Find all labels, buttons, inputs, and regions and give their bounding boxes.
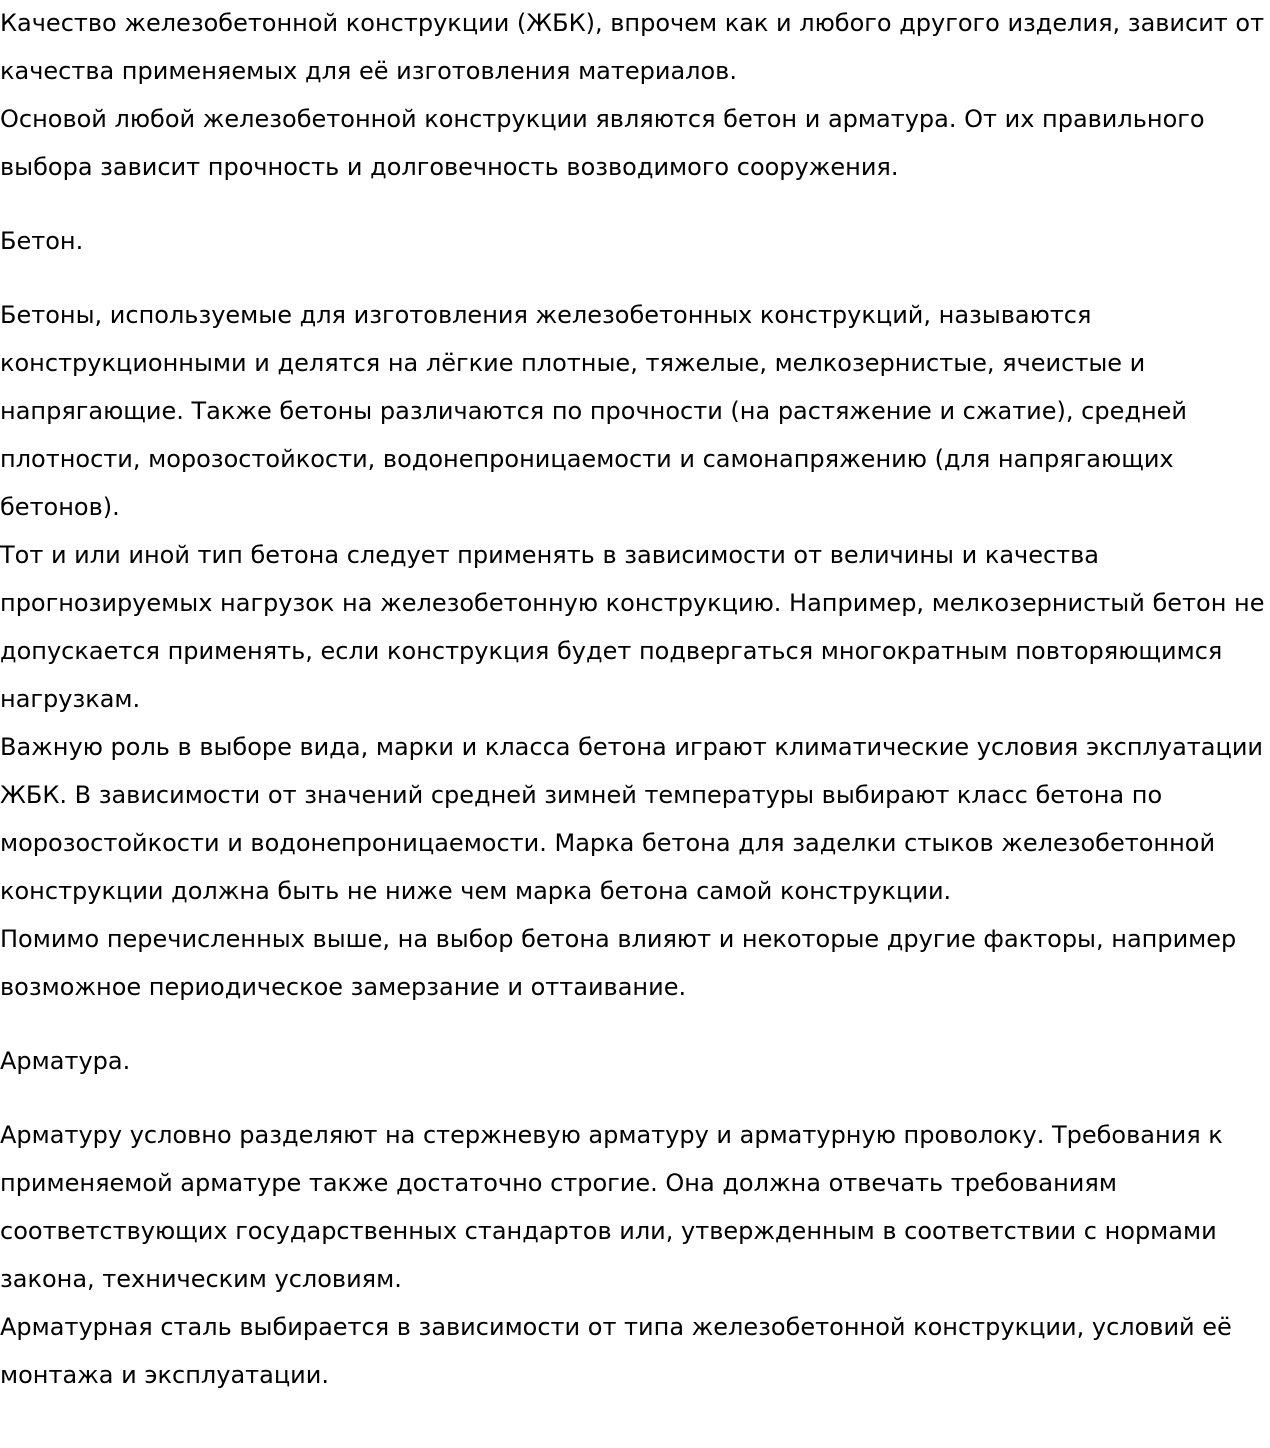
section-heading-concrete: Бетон. — [0, 227, 84, 255]
concrete-paragraph-3: Важную роль в выборе вида, марки и класса бетона играют климатические условия эксплуатации ЖБК. В зависимости от значений средней зимней температуры выбирают класс бетона по морозостойкости и водонепроницаемости. Марка бетона для заделки стыков железобетонной конструкции должна быть не ниже чем марка бетона самой конструкции. — [0, 733, 1264, 905]
intro-paragraph-2: Основой любой железобетонной конструкции являются бетон и арматура. От их правильного выбора зависит прочность и долговечность возводимого сооружения. — [0, 105, 1205, 181]
rebar-paragraph-2: Арматурная сталь выбирается в зависимости от типа железобетонной конструкции, условий её монтажа и эксплуатации. — [0, 1313, 1232, 1389]
intro-paragraph-1: Качество железобетонной конструкции (ЖБК), впрочем как и любого другого изделия, зависит от качества применяемых для её изготовления материалов. — [0, 9, 1265, 85]
concrete-paragraph-2: Тот и или иной тип бетона следует применять в зависимости от величины и качества прогнозируемых нагрузок на железобетонную конструкцию. Например, мелкозернистый бетон не допускается применять, если конструкция будет подвергаться многократным повторяющимся нагрузкам. — [0, 541, 1265, 713]
concrete-paragraph-4: Помимо перечисленных выше, на выбор бетона влияют и некоторые другие факторы, например возможное периодическое замерзание и оттаивание. — [0, 925, 1237, 1001]
concrete-paragraph-1: Бетоны, используемые для изготовления железобетонных конструкций, называются конструкционными и делятся на лёгкие плотные, тяжелые, мелкозернистые, ячеистые и напрягающие. Также бетоны различаются по прочности (на растяжение и сжатие), средней плотности, морозостойкости, водонепроницаемости и самонапряжению (для напрягающих бетонов). — [0, 301, 1188, 521]
rebar-paragraph-1: Арматуру условно разделяют на стержневую арматуру и арматурную проволоку. Требования к применяемой арматуре также достаточно строгие. Она должна отвечать требованиям соответствующих государственных стандартов или, утвержденным в соответствии с нормами закона, техническим условиям. — [0, 1121, 1223, 1293]
section-heading-rebar: Арматура. — [0, 1047, 131, 1075]
